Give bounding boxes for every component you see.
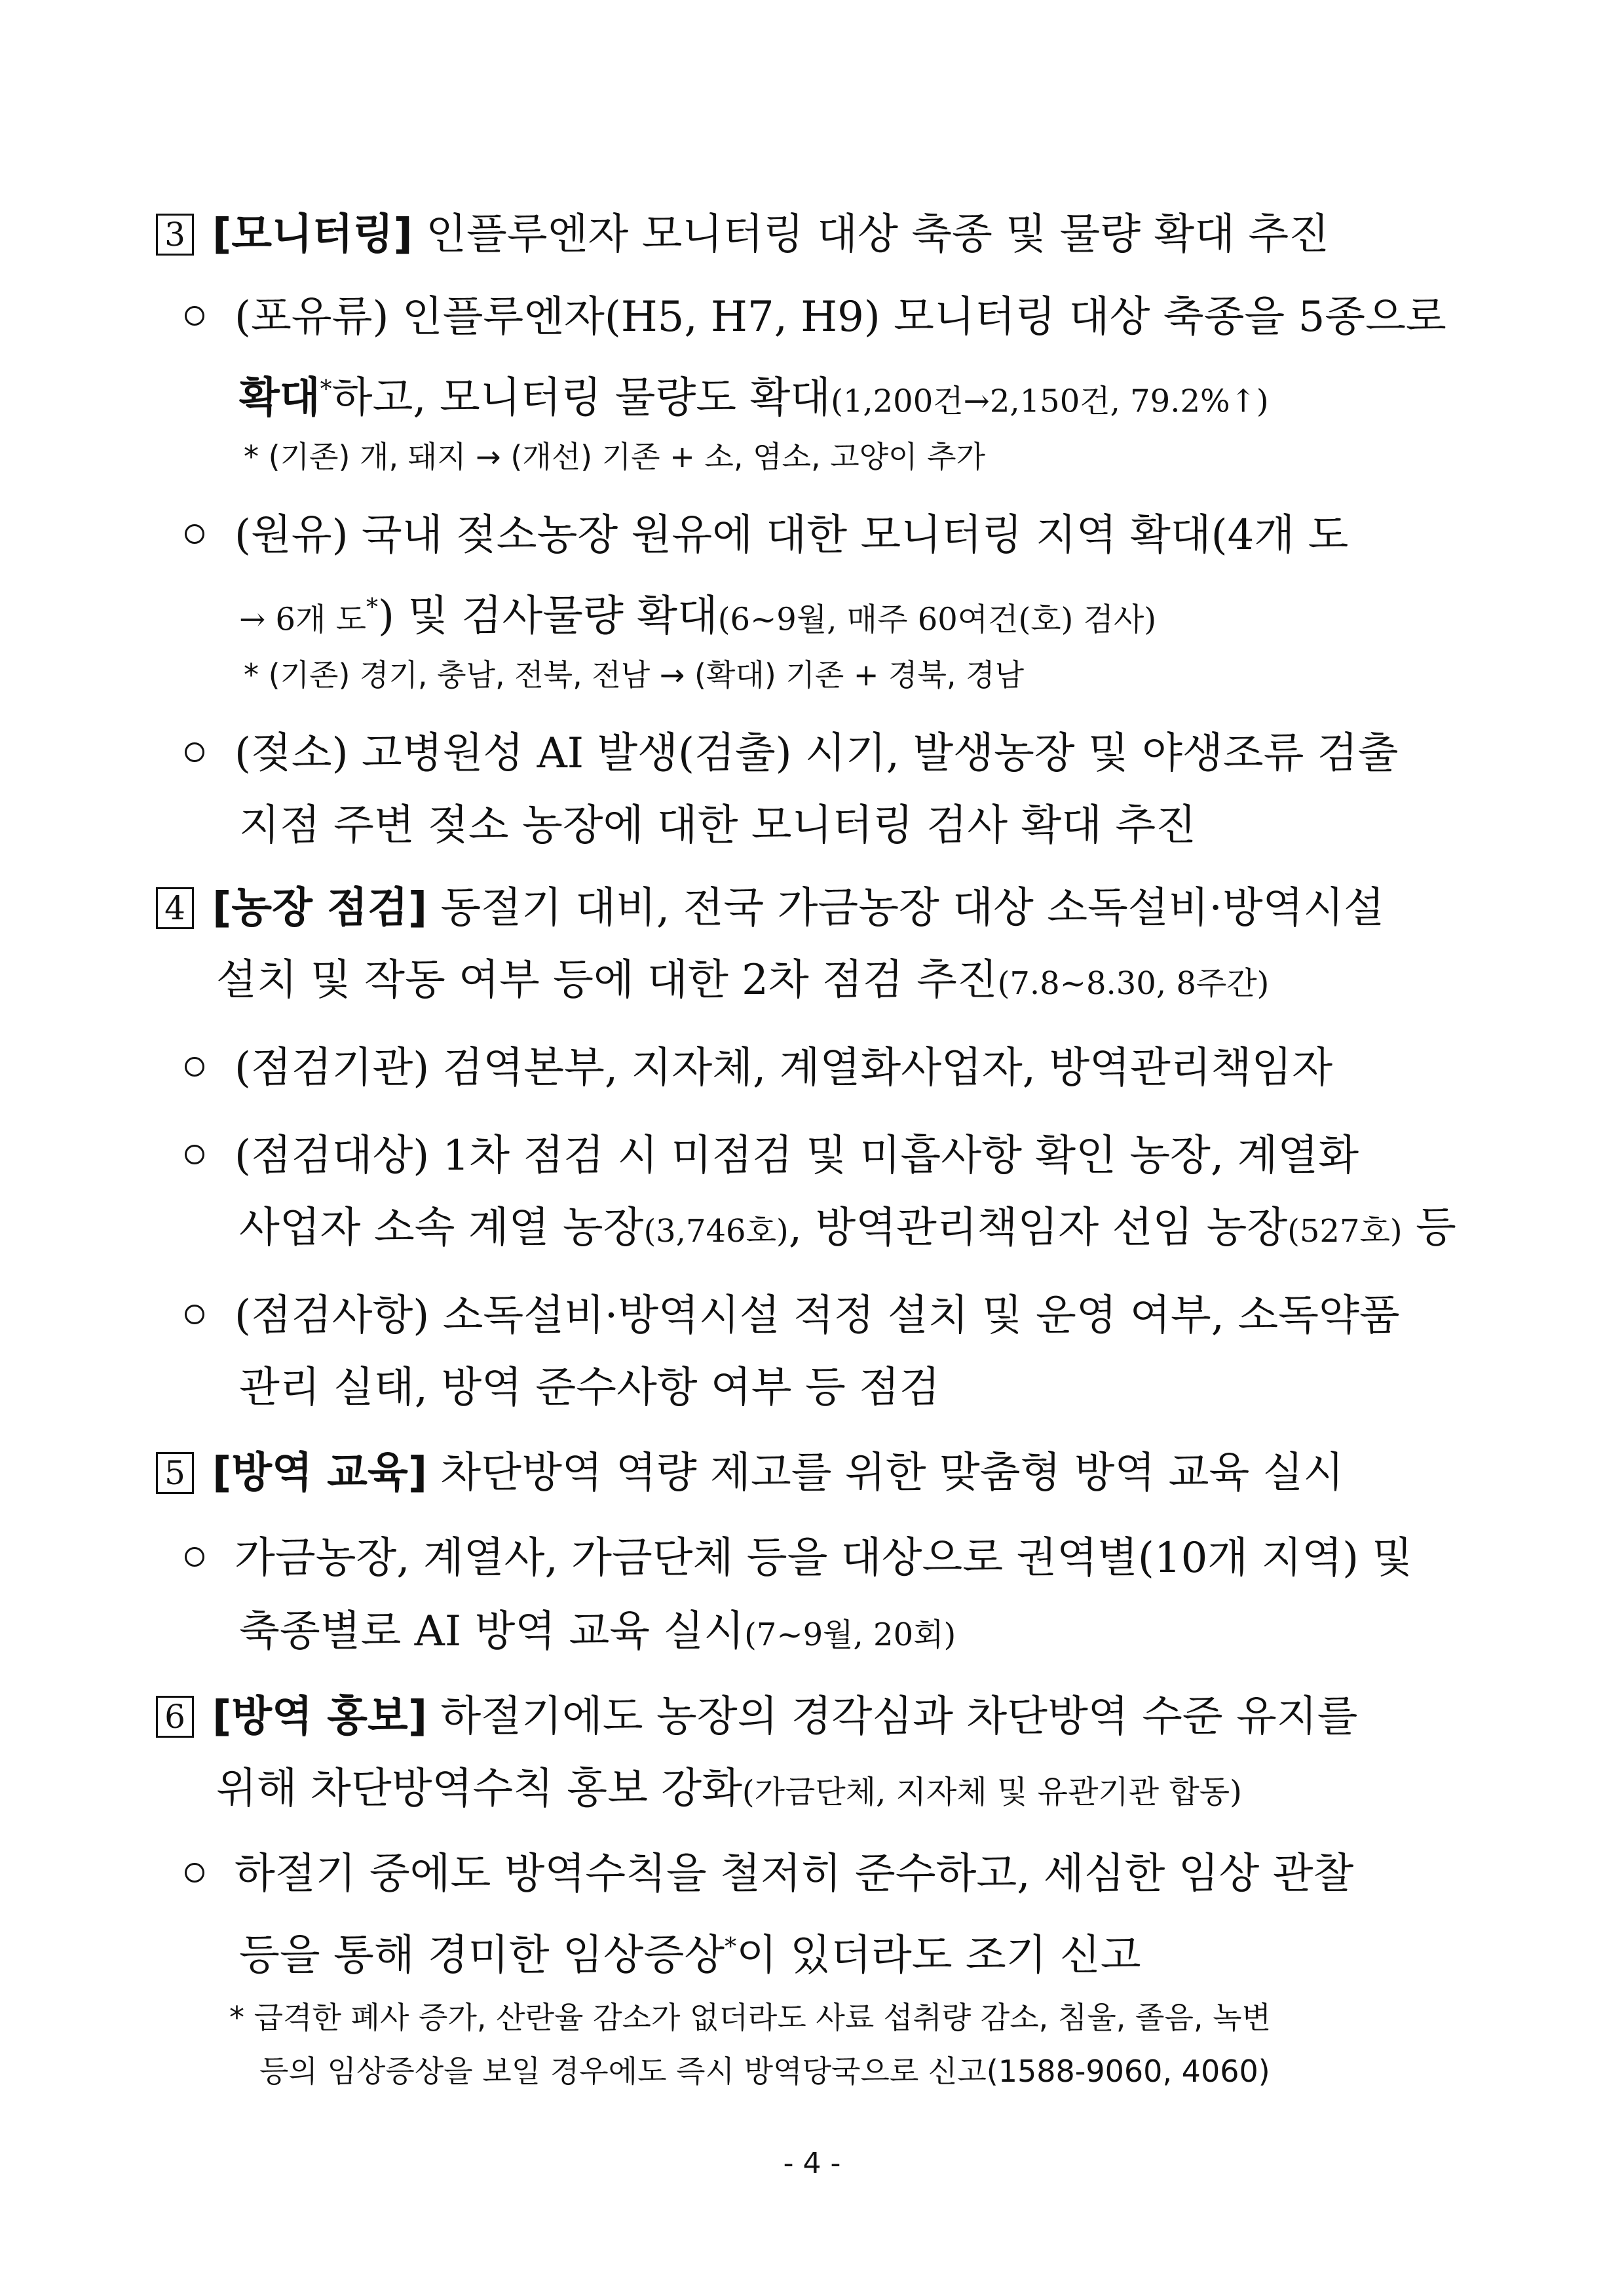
bullet-circle-icon: [185, 1547, 204, 1567]
bullet-continuation: 사업자 소속 계열 농장(3,746호), 방역관리책임자 선임 농장(527호) 등: [239, 1204, 1456, 1252]
section-title: 인플루엔자 모니터링 대상 축종 및 물량 확대 추진: [426, 210, 1330, 259]
section-continuation: 설치 및 작동 여부 등에 대한 2차 점검 추진(7.8~8.30, 8주간): [216, 956, 1270, 1004]
bullet-continuation: 축종별로 AI 방역 교육 실시(7~9월, 20회): [239, 1607, 956, 1656]
bullet-item: 가금농장, 계열사, 가금단체 등을 대상으로 권역별(10개 지역) 및: [185, 1531, 1412, 1586]
section-number: 4: [156, 887, 194, 929]
bullet-item: (원유) 국내 젖소농장 원유에 대한 모니터링 지역 확대(4개 도: [185, 508, 1348, 563]
bullet-circle-icon: [185, 306, 204, 326]
bullet-circle-icon: [185, 1305, 204, 1324]
footnote: * 급격한 폐사 증가, 산란율 감소가 없더라도 사료 섭취량 감소, 침울, 졸음, 녹변: [229, 2000, 1272, 2035]
page-number: - 4 -: [783, 2147, 841, 2180]
section-title: 차단방역 역량 제고를 위한 맞춤형 방역 교육 실시: [440, 1449, 1344, 1497]
bullet-item: (점검사항) 소독설비·방역시설 적정 설치 및 운영 여부, 소독약품: [185, 1288, 1400, 1343]
footnote: * (기존) 경기, 충남, 전북, 전남 → (확대) 기존 + 경북, 경남: [244, 657, 1025, 693]
section-3-heading: [156, 207, 1329, 262]
section-6-heading: [156, 1689, 1357, 1744]
bullet-item: (점검대상) 1차 점검 시 미점검 및 미흡사항 확인 농장, 계열화: [185, 1128, 1359, 1183]
footnote-continuation: 등의 임상증상을 보일 경우에도 즉시 방역당국으로 신고(1588-9060, 4060): [259, 2054, 1270, 2089]
bullet-continuation: 관리 실태, 방역 준수사항 여부 등 점검: [239, 1364, 940, 1412]
bullet-item: (점검기관) 검역본부, 지자체, 계열화사업자, 방역관리책임자: [185, 1041, 1332, 1096]
section-tag: [방역 교육]: [212, 1449, 428, 1497]
section-tag: [모니터링]: [212, 210, 413, 259]
section-title: 하절기에도 농장의 경각심과 차단방역 수준 유지를: [440, 1693, 1358, 1741]
bullet-circle-icon: [185, 1863, 204, 1883]
bullet-item: (포유류) 인플루엔자(H5, H7, H9) 모니터링 대상 축종을 5종으로: [185, 290, 1446, 345]
section-number: 5: [156, 1452, 194, 1494]
footnote: * (기존) 개, 돼지 → (개선) 기존 + 소, 염소, 고양이 추가: [244, 439, 985, 474]
bullet-continuation: → 6개 도*) 및 검사물량 확대(6~9월, 매주 60여건(호) 검사): [239, 592, 1157, 641]
section-title: 동절기 대비, 전국 가금농장 대상 소독설비·방역시설: [440, 884, 1385, 932]
bullet-circle-icon: [185, 742, 204, 762]
section-continuation: 위해 차단방역수칙 홍보 강화(가금단체, 지자체 및 유관기관 합동): [216, 1765, 1242, 1813]
bullet-item: 하절기 중에도 방역수칙을 철저히 준수하고, 세심한 임상 관찰: [185, 1846, 1353, 1902]
bullet-item: (젖소) 고병원성 AI 발생(검출) 시기, 발생농장 및 야생조류 검출: [185, 726, 1398, 781]
bullet-circle-icon: [185, 524, 204, 544]
bullet-circle-icon: [185, 1057, 204, 1077]
section-tag: [방역 홍보]: [212, 1693, 428, 1741]
bullet-circle-icon: [185, 1145, 204, 1164]
section-4-heading: [156, 881, 1384, 936]
section-number: 6: [156, 1696, 194, 1738]
section-5-heading: [156, 1445, 1344, 1501]
bullet-continuation: 지점 주변 젖소 농장에 대한 모니터링 검사 확대 추진: [239, 801, 1197, 850]
bullet-continuation: 확대*하고, 모니터링 물량도 확대(1,200건→2,150건, 79.2%↑): [239, 373, 1269, 423]
section-tag: [농장 점검]: [212, 884, 428, 932]
section-number: 3: [156, 214, 194, 256]
bullet-continuation: 등을 통해 경미한 임상증상*이 있더라도 조기 신고: [239, 1931, 1141, 1980]
